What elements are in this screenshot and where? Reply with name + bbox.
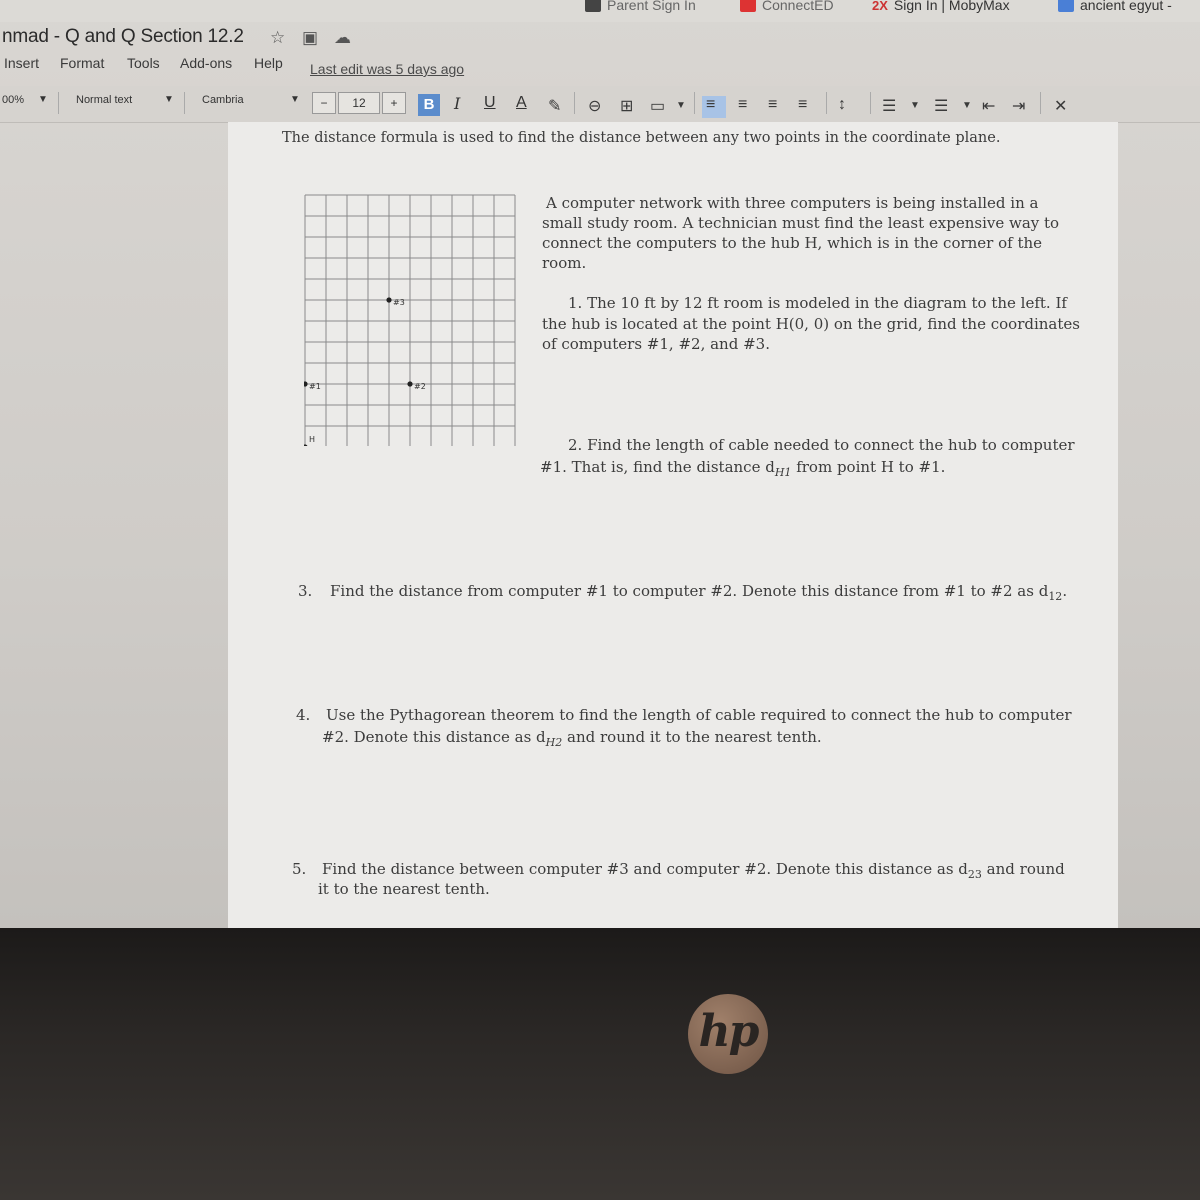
align-left-icon[interactable]: ≡ (706, 96, 716, 113)
question-2-text: #1. That is, find the distance d (540, 458, 775, 476)
bookmark-label: ConnectED (762, 0, 834, 13)
grid-lines (305, 195, 515, 446)
underline-button[interactable]: U (484, 94, 496, 111)
align-center-icon[interactable]: ≡ (738, 96, 748, 113)
link-icon[interactable]: ⊖ (588, 98, 602, 115)
bookmark-mobymax[interactable] (872, 0, 1010, 13)
hub-label: H (309, 435, 316, 444)
scenario-line: connect the computers to the hub H, which is in the corner of the (542, 234, 1043, 252)
toolbar (0, 86, 1200, 123)
computer-3-label: #3 (393, 298, 405, 307)
chevron-down-icon[interactable]: ▼ (164, 94, 174, 105)
grid-points (304, 297, 413, 446)
bold-button[interactable]: B (418, 94, 440, 116)
question-1-line: of computers #1, #2, and #3. (542, 335, 770, 353)
chevron-down-icon[interactable]: ▼ (676, 100, 686, 111)
title-row (0, 26, 1200, 54)
toolbar-divider (574, 92, 575, 114)
bookmarks-bar (0, 0, 1200, 22)
question-2-line: 2. Find the length of cable needed to connect the hub to computer (568, 436, 1075, 454)
chevron-down-icon[interactable]: ▼ (290, 94, 300, 105)
subscript: 12 (1048, 590, 1063, 603)
last-edit-link[interactable]: Last edit was 5 days ago (310, 61, 465, 77)
question-2-text: from point H to #1. (791, 458, 946, 476)
cloud-status-icon[interactable]: ☁ (334, 28, 351, 47)
decrease-font-button[interactable]: − (312, 92, 336, 114)
font-select[interactable]: Cambria (202, 94, 244, 106)
question-4-number: 4. (296, 706, 311, 724)
scenario-line: A computer network with three computers is being installed in a (546, 194, 1039, 212)
computer-2-label: #2 (414, 382, 426, 391)
star-icon[interactable]: ☆ (270, 28, 286, 47)
menu-insert[interactable]: Insert (4, 55, 40, 71)
menu-bar (0, 55, 1200, 77)
question-3-number: 3. (298, 582, 313, 600)
font-size-input[interactable]: 12 (338, 92, 380, 114)
align-right-icon[interactable]: ≡ (768, 96, 778, 113)
hp-logo: hp (688, 994, 768, 1074)
bookmark-connected[interactable] (740, 0, 834, 13)
question-4-line (322, 728, 822, 749)
bookmark-icon (585, 0, 601, 12)
bookmark-label: Parent Sign In (607, 0, 696, 13)
bookmark-parent-sign-in[interactable] (585, 0, 696, 13)
docs-icon (1058, 0, 1074, 12)
grid-svg (304, 194, 516, 446)
comment-icon[interactable]: ⊞ (620, 98, 634, 115)
question-5-text: and round (981, 860, 1065, 878)
increase-font-button[interactable]: + (382, 92, 406, 114)
grid-point-c3 (386, 297, 391, 302)
connected-icon (740, 0, 756, 12)
image-icon[interactable]: ▭ (650, 98, 666, 115)
grid-point-hub (304, 444, 308, 446)
question-5-text: Find the distance between computer #3 and computer #2. Denote this distance as d (322, 860, 968, 878)
question-1-line: 1. The 10 ft by 12 ft room is modeled in the diagram to the left. If (568, 294, 1067, 312)
toolbar-divider (694, 92, 695, 114)
subscript: 23 (967, 868, 982, 881)
grid-point-c1 (304, 381, 308, 386)
toolbar-divider (184, 92, 185, 114)
grid-point-c2 (407, 381, 412, 386)
question-3-text (330, 582, 1067, 603)
question-5-line: it to the nearest tenth. (318, 880, 490, 898)
chevron-down-icon[interactable]: ▼ (38, 94, 48, 105)
style-select[interactable]: Normal text (76, 94, 133, 106)
document-title[interactable]: nmad - Q and Q Section 12.2 (2, 26, 244, 47)
toolbar-divider (1040, 92, 1041, 114)
text-color-button[interactable]: A (516, 94, 527, 111)
bookmark-ancient-egypt[interactable] (1058, 0, 1172, 13)
question-3-body: Find the distance from computer #1 to computer #2. Denote this distance from #1 to #2 as d (330, 582, 1049, 600)
question-5-line (322, 860, 1065, 881)
bulleted-list-icon[interactable]: ☰ (934, 98, 949, 115)
chevron-down-icon[interactable]: ▼ (910, 100, 920, 111)
question-4-text: and round it to the nearest tenth. (562, 728, 822, 746)
chevron-down-icon[interactable]: ▼ (962, 100, 972, 111)
menu-help[interactable]: Help (254, 55, 283, 71)
question-4-text: #2. Denote this distance as d (322, 728, 546, 746)
align-justify-icon[interactable]: ≡ (798, 96, 808, 113)
highlight-icon[interactable]: ✎ (548, 98, 562, 115)
italic-button[interactable]: I (454, 94, 461, 113)
intro-text: The distance formula is used to find the distance between any two points in the coordinate plane. (282, 130, 1001, 146)
question-1-line: the hub is located at the point H(0, 0) on the grid, find the coordinates (542, 315, 1080, 333)
computer-1-label: #1 (309, 382, 321, 391)
decrease-indent-icon[interactable]: ⇤ (982, 98, 996, 115)
line-spacing-icon[interactable]: ↕ (838, 96, 846, 113)
toolbar-divider (826, 92, 827, 114)
subscript: H2 (545, 736, 563, 749)
numbered-list-icon[interactable]: ☰ (882, 98, 897, 115)
question-2-line (540, 458, 945, 479)
scenario-line: small study room. A technician must find the least expensive way to (542, 214, 1060, 232)
bookmark-label: ancient egyut - (1080, 0, 1172, 13)
menu-format[interactable]: Format (60, 55, 105, 71)
move-to-folder-icon[interactable]: ▣ (302, 28, 319, 47)
grid-diagram (304, 194, 516, 446)
toolbar-divider (870, 92, 871, 114)
bookmark-label: Sign In | MobyMax (893, 0, 1010, 13)
question-4-line: Use the Pythagorean theorem to find the length of cable required to connect the hub to computer (326, 706, 1072, 724)
menu-add-ons[interactable]: Add-ons (180, 55, 233, 71)
question-3-end: . (1062, 582, 1068, 600)
document-page[interactable] (228, 122, 1118, 928)
mobymax-icon: 2X (872, 0, 888, 13)
zoom-select[interactable]: 00% (2, 94, 25, 106)
laptop-bezel (0, 928, 1200, 1200)
toolbar-divider (58, 92, 59, 114)
increase-indent-icon[interactable]: ⇥ (1012, 98, 1026, 115)
subscript: H1 (774, 466, 792, 479)
question-5-number: 5. (292, 860, 307, 878)
clear-formatting-icon[interactable]: ✕ (1054, 98, 1068, 115)
menu-tools[interactable]: Tools (127, 55, 160, 71)
scenario-line: room. (542, 254, 587, 272)
